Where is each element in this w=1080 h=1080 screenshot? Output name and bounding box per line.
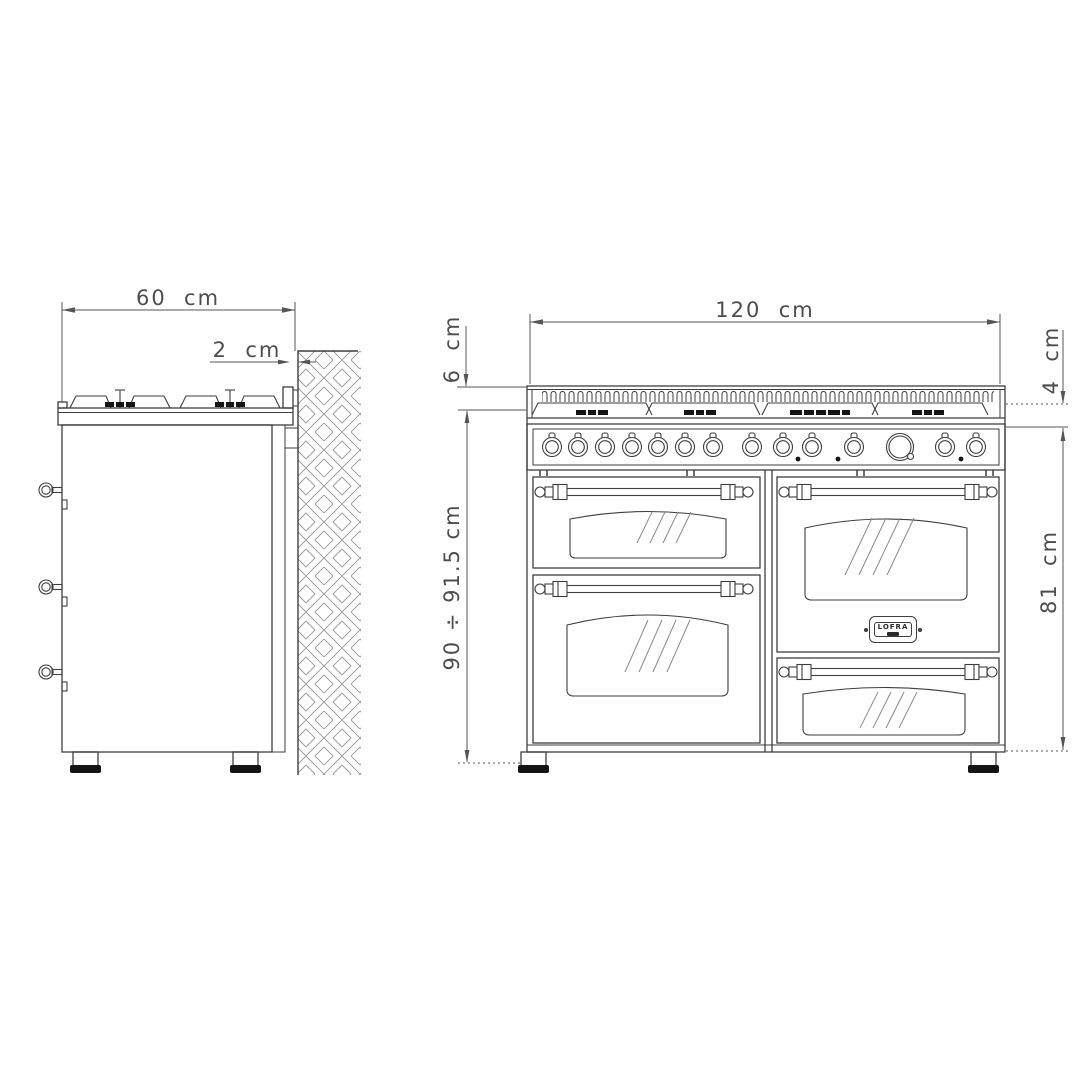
side-body (62, 425, 298, 752)
side-knobs (39, 483, 67, 691)
glass-shine (625, 620, 690, 672)
control-knob (704, 433, 723, 457)
control-knob (623, 433, 642, 457)
wall-section (298, 351, 361, 775)
dim-wall-gap-label: 2 cm (212, 338, 282, 362)
dim-front-width (530, 314, 1000, 384)
storage-door (777, 658, 999, 743)
control-knob (774, 433, 793, 457)
control-knob (569, 433, 588, 457)
control-knob (543, 433, 562, 457)
control-knob (596, 433, 615, 457)
badge-rivet (864, 628, 868, 632)
dim-front-width-label: 120 cm (715, 298, 815, 322)
control-knob (676, 433, 695, 457)
door-window (803, 688, 965, 736)
dim-grate-height (457, 326, 527, 387)
brand-name: LOFRA (877, 623, 909, 631)
knob-row (543, 433, 986, 461)
glass-shine (637, 512, 691, 543)
side-feet (70, 752, 261, 773)
dim-side-depth-label: 60 cm (135, 286, 221, 310)
badge-rivet (918, 628, 922, 632)
front-feet (518, 752, 999, 773)
control-knob (743, 433, 762, 457)
left-oven-door (533, 575, 760, 743)
badge-sub-mark (887, 632, 899, 636)
dim-grate-height-label: 6 cm (440, 314, 464, 384)
front-view (457, 314, 1068, 773)
glass-shine (860, 692, 917, 728)
front-burner-grates (532, 403, 988, 415)
control-knob (936, 433, 955, 457)
dim-body-height-label: 81 cm (1037, 529, 1061, 615)
side-knob (39, 665, 67, 691)
door-handle (779, 485, 997, 500)
side-view (39, 302, 361, 775)
door-divider (527, 470, 1005, 752)
door-window (570, 512, 726, 559)
control-knob (649, 433, 668, 457)
door-handle (779, 665, 997, 680)
door-window (567, 615, 728, 696)
glass-shine (845, 518, 914, 575)
control-knob (845, 433, 864, 457)
side-burners (70, 390, 280, 408)
dim-overall-height-label: 90 ÷ 91.5 cm (440, 503, 464, 671)
badge-plate (874, 622, 913, 637)
side-knob (39, 483, 67, 509)
oven-dial (887, 434, 914, 461)
hinge-ticks (540, 470, 993, 476)
control-knob (967, 433, 986, 457)
indicator-lights (796, 457, 964, 462)
grill-door (533, 477, 760, 568)
side-knob (39, 580, 67, 606)
dim-overall-height (458, 410, 526, 763)
brand-badge (869, 616, 917, 643)
door-handle (535, 582, 753, 597)
side-cooktop (58, 387, 298, 425)
door-handle (535, 485, 753, 500)
dim-trim-height-label: 4 cm (1039, 325, 1063, 395)
door-window (805, 519, 967, 600)
control-knob (803, 433, 822, 457)
